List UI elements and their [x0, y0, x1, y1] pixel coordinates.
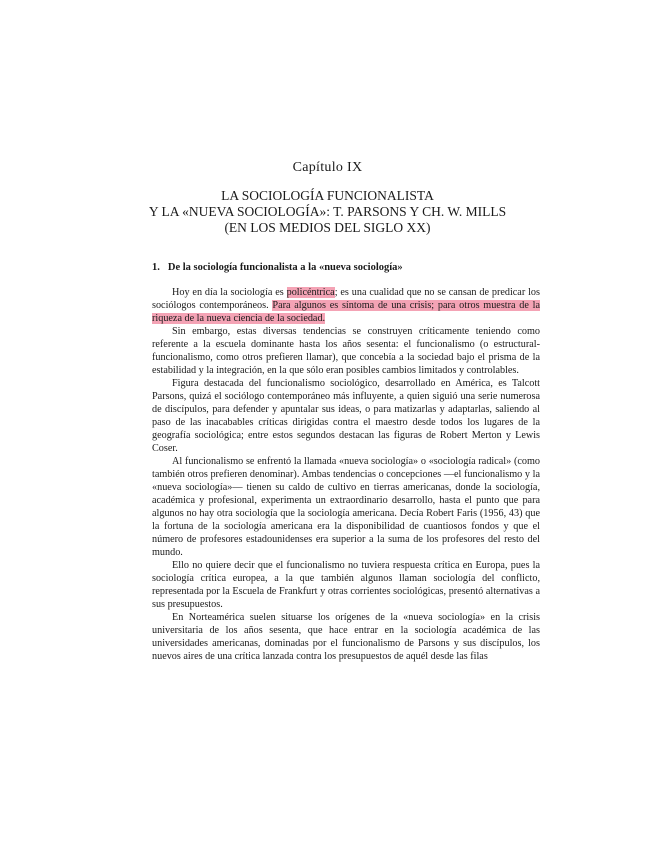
body-paragraph — [152, 325, 540, 377]
chapter-label: Capítulo IX — [292, 160, 363, 175]
section-title: De la sociología funcionalista a la «nueva sociología» — [167, 262, 403, 273]
highlighted-text: policéntrica — [286, 287, 335, 298]
paragraph-text: Ello no quiere decir que el funcionalismo no tuviera respuesta crítica en Europa, pues la sociología crítica europea, a la que también algunos llaman sociología del conflicto, representada por la Escuela de Frankfurt y otras corrientes sociológicas, presentó alternativas a sus presupuestos. — [152, 560, 540, 610]
paragraph-text: En Norteamérica suelen situarse los orígenes de la «nueva sociología» en la crisis universitaria de los años sesenta, que hace entrar en la sociología académica de las universidades americanas, dominadas por el funcionalismo de Parsons y sus discípulos, los nuevos aires de una crítica lanzada contra los presupuestos de aquél desde las filas — [152, 612, 540, 662]
paragraph-text: Sin embargo, estas diversas tendencias se construyen críticamente teniendo como referente a la escuela dominante hasta los años sesenta: el funcionalismo (o estructural-funcionalismo, como otros prefieren llamar), que concebía a la sociedad bajo el prisma de la estabilidad y la integración, en la que sólo eran posibles cambios limitados y controlables. — [152, 326, 540, 376]
paragraph-text: Al funcionalismo se enfrentó la llamada «nueva sociología» o «sociología radical» (como también otros prefieren denominar). Ambas tendencias o concepciones —el funcionalismo y la «nueva sociología»— tienen su caldo de cultivo en tierras americanas, donde la sociología, académica y profesional, experimenta un extraordinario desarrollo, hasta el punto que para algunos no hay otra sociología que la sociología americana. Decía Robert Faris (1956, 43) que la fortuna de la sociología americana era la disponibilidad de cuantiosos fondos y que el número de profesores estadounidenses era superior a la suma de los profesores del resto del mundo. — [152, 456, 540, 558]
body-text — [152, 286, 540, 663]
section-heading — [152, 262, 552, 273]
section-number: 1. — [152, 262, 160, 273]
chapter-title-line: LA SOCIOLOGÍA FUNCIONALISTA — [221, 188, 434, 203]
body-paragraph — [152, 286, 540, 325]
highlighted-text: Para algunos es síntoma de una crisis; para otros muestra de la riqueza de la nueva ciencia de la sociedad. — [152, 300, 541, 324]
body-paragraph — [152, 611, 540, 663]
paragraph-text: Figura destacada del funcionalismo sociológico, desarrollado en América, es Talcott Parsons, quizá el sociólogo contemporáneo más influyente, a quien siguió una serie numerosa de discípulos, para defender y apuntalar sus ideas, o para matizarlas y adaptarlas, saliendo al paso de las inacabables críticas dirigidas contra el maestro desde todos los lugares de la geografía sociológica; entre estos segundos destacan las figuras de Robert Merton y Lewis Coser. — [152, 378, 540, 454]
body-paragraph — [152, 455, 540, 559]
chapter-title-line: (EN LOS MEDIOS DEL SIGLO XX) — [224, 220, 431, 235]
body-paragraph — [152, 559, 540, 611]
chapter-title-line: Y LA «NUEVA SOCIOLOGÍA»: T. PARSONS Y CH. W. MILLS — [148, 204, 507, 219]
chapter-title — [0, 188, 655, 236]
body-paragraph — [152, 377, 540, 455]
paragraph-text: ; es una cualidad que no se cansan de predicar los sociólogos contemporáneos. — [152, 287, 540, 311]
paragraph-text: Hoy en día la sociología es — [172, 287, 287, 298]
